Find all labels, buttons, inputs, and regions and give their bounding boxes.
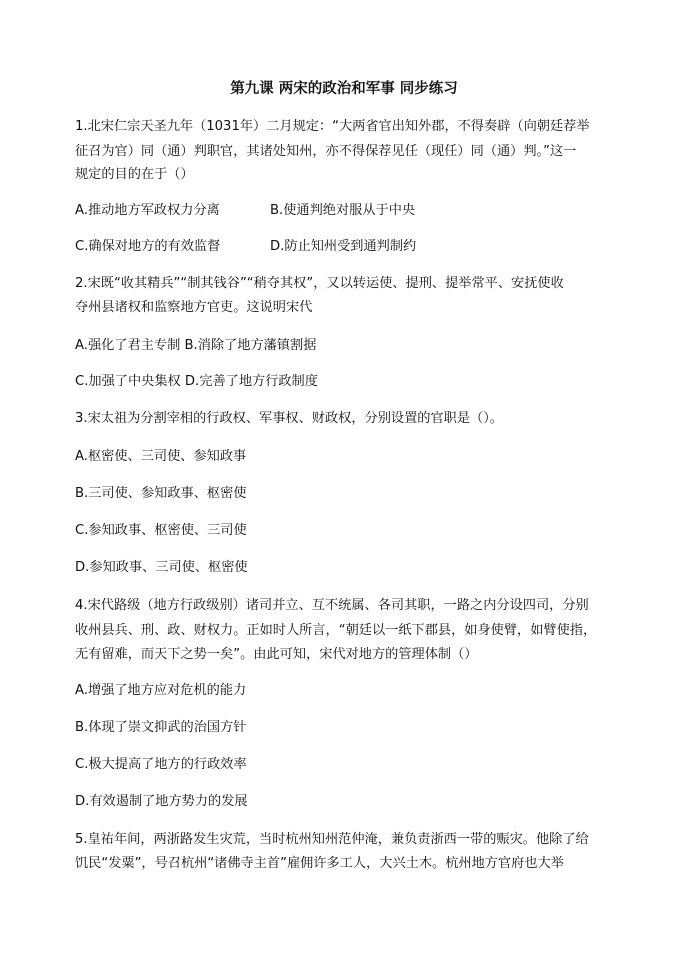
q3-option-b: B.三司使、参知政事、枢密使 bbox=[75, 486, 247, 501]
q1-option-a: A.推动地方军政权力分离 bbox=[75, 203, 220, 218]
q2-options-line-1: A.强化了君主专制 B.消除了地方藩镇割据 bbox=[75, 338, 317, 353]
q4-stem-line-1: 4.宋代路级（地方行政级别）诸司并立、互不统属、各司其职，一路之内分设四司，分别 bbox=[75, 598, 589, 613]
q1-stem-line-2: 征召为官）同（通）判职官，其诸处知州，亦不得保荐见任（现任）同（通）判。”这一 bbox=[75, 144, 577, 159]
q5-stem-line-1: 5.皇祐年间，两浙路发生灾荒，当时杭州知州范仲淹，兼负责浙西一带的赈灾。他除了给 bbox=[75, 832, 589, 847]
q1-stem-line-3: 规定的目的在于（） bbox=[75, 167, 194, 182]
q3-option-d: D.参知政事、三司使、枢密使 bbox=[75, 560, 248, 575]
q5-stem-line-2: 饥民“发粟”，号召杭州“诸佛寺主首”雇佣许多工人，大兴土木。杭州地方官府也大举 bbox=[75, 856, 564, 871]
q4-option-a: A.增强了地方应对危机的能力 bbox=[75, 683, 247, 698]
q4-option-d: D.有效遏制了地方势力的发展 bbox=[75, 794, 248, 809]
q2-stem-line-2: 夺州县诸权和监察地方官吏。这说明宋代 bbox=[75, 300, 313, 315]
q3-option-c: C.参知政事、枢密使、三司使 bbox=[75, 523, 247, 538]
q3-option-a: A.枢密使、三司使、参知政事 bbox=[75, 449, 247, 464]
q1-stem-line-1: 1.北宋仁宗天圣九年（1031年）二月规定：“大两省官出知外郡，不得奏辟（向朝廷荐举 bbox=[75, 119, 590, 134]
q3-stem: 3.宋太祖为分割宰相的行政权、军事权、财政权，分别设置的官职是（）。 bbox=[75, 411, 503, 426]
q2-stem-line-1: 2.宋既“收其精兵”“制其钱谷”“稍夺其权”，又以转运使、提刑、提举常平、安抚使收 bbox=[75, 276, 564, 291]
q4-stem-line-2: 收州县兵、刑、政、财权力。正如时人所言，“朝廷以一纸下郡县，如身使臂，如臂使指， bbox=[75, 623, 597, 638]
q1-option-d: D.防止知州受到通判制约 bbox=[270, 239, 417, 254]
page-title: 第九课 两宋的政治和军事 同步练习 bbox=[230, 81, 458, 97]
q4-option-b: B.体现了崇文抑武的治国方针 bbox=[75, 720, 247, 735]
q1-option-c: C.确保对地方的有效监督 bbox=[75, 239, 221, 254]
q1-option-b: B.使通判绝对服从于中央 bbox=[270, 203, 416, 218]
q2-options-line-2: C.加强了中央集权 D.完善了地方行政制度 bbox=[75, 374, 318, 389]
q4-stem-line-3: 无有留难，而天下之势一矣”。由此可知，宋代对地方的管理体制（） bbox=[75, 647, 478, 662]
q4-option-c: C.极大提高了地方的行政效率 bbox=[75, 757, 247, 772]
